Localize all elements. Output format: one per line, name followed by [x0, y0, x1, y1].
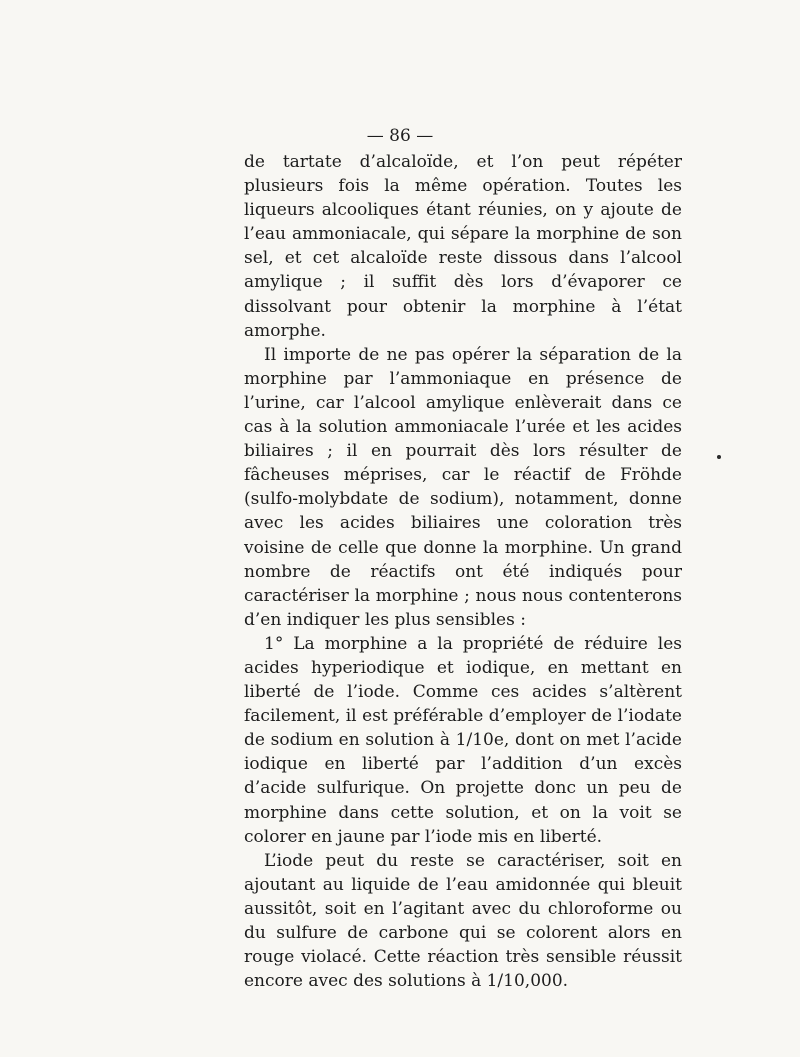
body-text — [244, 150, 682, 993]
paragraph-2: Il importe de ne pas opérer la séparation de la morphine par l’ammoniaque en présence de l’urine, car l’alcool amylique enlèverait dans ce cas à la solution ammoniacale l’urée et les acides biliaires ; il en pourrait dès lors résulter de fâcheuses méprises, car le réactif de Fröhde (sulfo-molybdate de sodium), notamment, donne avec les acides biliaires une coloration très voisine de celle que donne la morphine. Un grand nombre de réactifs ont été indiqués pour caractériser la morphine ; nous nous contenterons d’en indiquer les plus sensibles : — [244, 344, 682, 630]
margin-speck — [717, 455, 721, 459]
paragraph-3: 1° La morphine a la propriété de réduire les acides hyperiodique et iodique, en mettant en liberté de l’iode. Comme ces acides s’altèrent facilement, il est préférable d’employer de l’iodate de sodium en solution à 1/10e, dont on met l’acide iodique en liberté par l’addition d’un excès d’acide sulfurique. On projette donc un peu de morphine dans cette solution, et on la voit se colorer en jaune par l’iode mis en liberté. — [244, 633, 682, 847]
paragraph-4: L’iode peut du reste se caractériser, soit en ajoutant au liquide de l’eau amidonnée qui bleuit aussitôt, soit en l’agitant avec du chloroforme ou du sulfure de carbone qui se colorent alors en rouge violacé. Cette réaction très sensible réussit encore avec des solutions à 1/10,000. — [244, 850, 682, 992]
page-number: — 86 — — [366, 126, 434, 146]
paragraph-1: de tartate d’alcaloïde, et l’on peut répéter plusieurs fois la même opération. Toutes les liqueurs alcooliques étant réunies, on y ajoute de l’eau ammoniacale, qui sépare la morphine de son sel, et cet alcaloïde reste dissous dans l’alcool amylique ; il suffit dès lors d’évaporer ce dissolvant pour obtenir la morphine à l’état amorphe. — [244, 152, 682, 341]
